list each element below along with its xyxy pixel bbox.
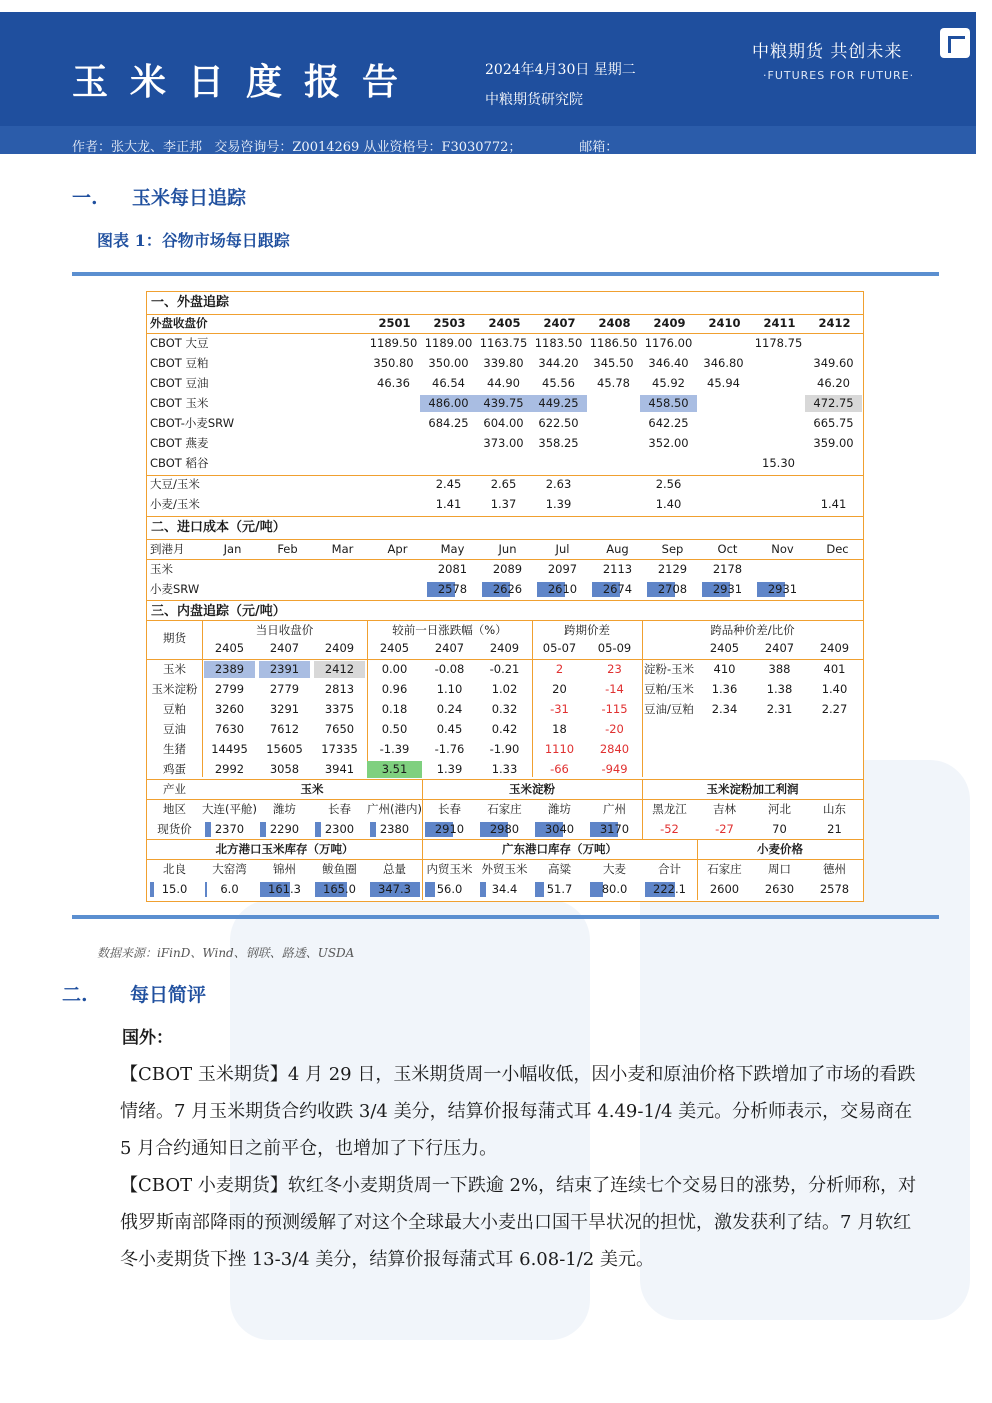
- table-cell: 0.96: [381, 682, 408, 696]
- row-label: CBOT 豆粕: [150, 356, 209, 370]
- table-cell: 345.50: [593, 356, 634, 370]
- table-cell: 1.37: [490, 497, 517, 511]
- table-cell: 410: [713, 662, 736, 676]
- institute-name: 中粮期货研究院: [485, 92, 583, 108]
- table-cell: 2.65: [490, 477, 517, 491]
- row-label: CBOT 稻谷: [150, 456, 209, 470]
- table-cell: 70: [772, 822, 787, 836]
- grid-line: [147, 779, 863, 780]
- table-cell: 1.41: [820, 497, 847, 511]
- column-header: 2410: [708, 316, 741, 330]
- grid-line: [422, 839, 423, 900]
- table-cell: 2.45: [435, 477, 462, 491]
- table-cell: 45.56: [542, 376, 575, 390]
- table-cell: -66: [550, 762, 569, 776]
- row-label: CBOT 大豆: [150, 336, 209, 350]
- column-header: 2501: [378, 316, 411, 330]
- column-group-header: 跨期价差: [564, 623, 610, 637]
- column-header: 石家庄: [487, 802, 522, 816]
- column-header: Jan: [223, 542, 242, 556]
- grid-line: [642, 620, 643, 777]
- table-cell: 0.42: [491, 722, 518, 736]
- table-cell: 2931: [767, 582, 798, 596]
- table-cell: -115: [601, 702, 628, 716]
- table-cell: 2412: [314, 661, 365, 678]
- table-cell: 2389: [204, 661, 255, 678]
- table-cell: 344.20: [538, 356, 579, 370]
- row-label: 现货价: [157, 822, 192, 836]
- table-cell: 2779: [269, 682, 300, 696]
- table-cell: 7650: [324, 722, 355, 736]
- column-header: 大窑湾: [212, 862, 247, 876]
- column-header: 2503: [433, 316, 466, 330]
- column-header: Apr: [387, 542, 408, 556]
- column-header: 长春: [328, 802, 351, 816]
- grid-line: [147, 859, 863, 860]
- table-cell: 46.54: [432, 376, 465, 390]
- table-cell: 2129: [657, 562, 688, 576]
- column-header: 05-09: [597, 641, 632, 655]
- column-header: Jun: [498, 542, 517, 556]
- grid-line: [147, 539, 863, 540]
- table-cell: 17335: [321, 742, 358, 756]
- table-cell: 3941: [324, 762, 355, 776]
- table-cell: 1.39: [436, 762, 463, 776]
- column-header: 2405: [488, 316, 521, 330]
- table-cell: 439.75: [475, 395, 532, 412]
- data-source: 数据来源：iFinD、Wind、钢联、路透、USDA: [97, 946, 355, 960]
- table-cell: 604.00: [483, 416, 524, 430]
- column-header: 黑龙江: [652, 802, 687, 816]
- table-cell: 20: [552, 682, 567, 696]
- column-header: 石家庄: [707, 862, 742, 876]
- column-header: 广州: [603, 802, 626, 816]
- table-cell: 373.00: [483, 436, 524, 450]
- author-line: 作者：张大龙、李正邦 交易咨询号：Z0014269 从业资格号：F3030772； 邮箱：: [72, 140, 619, 155]
- table-cell: 2610: [547, 582, 578, 596]
- column-header: Oct: [717, 542, 738, 556]
- report-title: 玉米日度报告: [72, 61, 421, 103]
- table-cell: 2910: [434, 822, 465, 836]
- column-header: Sep: [661, 542, 684, 556]
- table-cell: 2097: [547, 562, 578, 576]
- grid-line: [147, 620, 863, 621]
- table-cell: 347.3: [378, 882, 411, 896]
- table-cell: 2391: [259, 661, 310, 678]
- table-cell: 346.80: [703, 356, 744, 370]
- row-label: 小麦/玉米: [150, 497, 200, 511]
- grid-line: [147, 559, 863, 560]
- table-cell: 2: [555, 662, 564, 676]
- table-cell: 15.0: [161, 882, 188, 896]
- grain-market-table: [146, 291, 864, 902]
- column-header: 锦州: [273, 862, 296, 876]
- table-cell: 45.94: [707, 376, 740, 390]
- table-cell: 472.75: [805, 395, 862, 412]
- table-cell: 0.32: [491, 702, 518, 716]
- row-label: 大豆/玉米: [150, 477, 200, 491]
- table-cell: 2.27: [821, 702, 848, 716]
- table-cell: 1178.75: [754, 336, 803, 350]
- table-cell: 2.56: [655, 477, 682, 491]
- column-header: 内贸玉米: [426, 862, 473, 876]
- table-cell: 56.0: [436, 882, 463, 896]
- column-header: 2407: [434, 641, 465, 655]
- column-group-header: 小麦价格: [757, 842, 803, 856]
- row-label: 豆粕/玉米: [644, 682, 694, 696]
- table-cell: 1.38: [766, 682, 793, 696]
- table-cell: -27: [715, 822, 734, 836]
- table-cell: 2300: [324, 822, 355, 836]
- column-header: 期货: [163, 631, 186, 645]
- table-cell: 1183.50: [534, 336, 583, 350]
- table-cell: 2178: [712, 562, 743, 576]
- row-label: 生猪: [163, 742, 186, 756]
- grid-line: [202, 620, 203, 777]
- grid-line: [147, 516, 863, 517]
- table-cell: 2370: [214, 822, 245, 836]
- table-cell: 46.20: [817, 376, 850, 390]
- table-cell: 1186.50: [589, 336, 638, 350]
- table-cell: 486.00: [420, 395, 477, 412]
- column-header: 2408: [598, 316, 631, 330]
- table-cell: 2992: [214, 762, 245, 776]
- table-cell: 3.51: [367, 761, 422, 778]
- table-cell: 0.24: [436, 702, 463, 716]
- row-label: 玉米淀粉: [151, 682, 198, 696]
- table-cell: 2578: [819, 882, 850, 896]
- column-header: 2407: [764, 641, 795, 655]
- report-header: [0, 12, 976, 154]
- column-group-header: 跨品种价差/比价: [710, 623, 795, 637]
- table-cell: 684.25: [428, 416, 469, 430]
- table-cell: 15.30: [762, 456, 795, 470]
- figure-bottom-rule: [72, 915, 939, 919]
- table-cell: 1.02: [491, 682, 518, 696]
- row-label: CBOT-小麦SRW: [150, 416, 235, 430]
- column-group-header: 北方港口玉米库存（万吨）: [215, 842, 354, 856]
- table-cell: 3170: [599, 822, 630, 836]
- table-cell: 3260: [214, 702, 245, 716]
- table-cell: 2980: [489, 822, 520, 836]
- table-cell: 2931: [712, 582, 743, 596]
- figure-title: 图表 1：谷物市场每日跟踪: [97, 231, 290, 250]
- brand-logo-icon: [940, 28, 970, 58]
- column-header: 2405: [709, 641, 740, 655]
- table-cell: 15605: [266, 742, 303, 756]
- table-cell: 1176.00: [644, 336, 693, 350]
- column-header: 河北: [768, 802, 791, 816]
- column-group-header: 当日收盘价: [255, 623, 314, 637]
- column-header: 吉林: [713, 802, 736, 816]
- table-cell: 23: [607, 662, 622, 676]
- column-group-header: 较前一日涨跌幅（%）: [392, 623, 507, 637]
- section-1-title: 玉米每日追踪: [132, 187, 247, 209]
- table-cell: -1.39: [379, 742, 410, 756]
- column-header: 2409: [819, 641, 850, 655]
- table-cell: 45.92: [652, 376, 685, 390]
- column-group-header: 广东港口库存（万吨）: [502, 842, 617, 856]
- table-cell: 1.36: [711, 682, 738, 696]
- grid-line: [697, 839, 698, 900]
- table-cell: 2380: [379, 822, 410, 836]
- table-cell: 46.36: [377, 376, 410, 390]
- comment-paragraph: 【CBOT 玉米期货】4 月 29 日，玉米期货周一小幅收低，因小麦和原油价格下跌增加了市场的看跌情绪。7 月玉米期货合约收跌 3/4 美分，结算价报每蒲式耳 4.49-1/4 美元。分析师表示，交易商在 5 月合约通知日之前平仓，也增加了下行压力。: [120, 1064, 916, 1159]
- column-header: 德州: [823, 862, 846, 876]
- column-group-header: 玉米: [300, 782, 324, 796]
- table-cell: -1.76: [434, 742, 465, 756]
- table-cell: 350.00: [428, 356, 469, 370]
- report-date: 2024年4月30日 星期二: [485, 62, 636, 78]
- table-cell: 2089: [492, 562, 523, 576]
- column-header: 2407: [543, 316, 576, 330]
- table-cell: 1.40: [821, 682, 848, 696]
- table-cell: 2630: [764, 882, 795, 896]
- column-header: 广州(港内): [367, 802, 422, 816]
- table-cell: 1.10: [436, 682, 463, 696]
- section-1-number: 一.: [72, 187, 98, 209]
- row-label: 淀粉-玉米: [644, 662, 695, 676]
- table-cell: 7630: [214, 722, 245, 736]
- column-header: Dec: [826, 542, 849, 556]
- table-cell: 21: [827, 822, 842, 836]
- table-section-title: 三、内盘追踪（元/吨）: [151, 604, 286, 619]
- table-cell: 165.0: [323, 882, 356, 896]
- table-cell: -1.90: [489, 742, 520, 756]
- grid-line: [147, 839, 863, 840]
- figure-top-rule: [72, 272, 939, 276]
- table-cell: 346.40: [648, 356, 689, 370]
- table-cell: 7612: [269, 722, 300, 736]
- column-header: 山东: [823, 802, 846, 816]
- table-section-title: 一、外盘追踪: [151, 295, 230, 310]
- column-header: 到港月: [150, 542, 185, 556]
- column-header: Mar: [331, 542, 354, 556]
- column-header: 2412: [818, 316, 851, 330]
- table-cell: 458.50: [640, 395, 697, 412]
- table-cell: -14: [605, 682, 624, 696]
- row-label: 鸡蛋: [163, 762, 186, 776]
- column-header: 2409: [324, 641, 355, 655]
- table-cell: 2081: [437, 562, 468, 576]
- table-cell: 2.31: [766, 702, 793, 716]
- column-header: Aug: [606, 542, 629, 556]
- table-cell: 352.00: [648, 436, 689, 450]
- column-header: Jul: [555, 542, 570, 556]
- row-label: 豆粕: [163, 702, 186, 716]
- table-cell: 18: [552, 722, 567, 736]
- table-cell: 359.00: [813, 436, 854, 450]
- table-cell: 3375: [324, 702, 355, 716]
- table-cell: 339.80: [483, 356, 524, 370]
- table-cell: 2113: [602, 562, 633, 576]
- column-header: 潍坊: [548, 802, 571, 816]
- grid-line: [147, 799, 863, 800]
- table-cell: -0.21: [489, 662, 520, 676]
- table-cell: 358.25: [538, 436, 579, 450]
- table-cell: 2600: [709, 882, 740, 896]
- table-cell: 2813: [324, 682, 355, 696]
- table-cell: 401: [823, 662, 846, 676]
- table-cell: 2290: [269, 822, 300, 836]
- table-cell: 2840: [599, 742, 630, 756]
- column-header: 大麦: [603, 862, 626, 876]
- table-cell: 0.45: [436, 722, 463, 736]
- table-cell: 1189.00: [424, 336, 473, 350]
- table-cell: 14495: [211, 742, 248, 756]
- table-cell: 622.50: [538, 416, 579, 430]
- table-cell: 1.40: [655, 497, 682, 511]
- column-header: 潍坊: [273, 802, 296, 816]
- table-cell: 1.39: [545, 497, 572, 511]
- brand-slogan: ·FUTURES FOR FUTURE·: [763, 69, 915, 82]
- column-group-header: 玉米淀粉: [509, 782, 555, 796]
- table-cell: 1189.50: [369, 336, 418, 350]
- table-cell: 161.3: [268, 882, 301, 896]
- column-header: 2409: [653, 316, 686, 330]
- row-label: CBOT 豆油: [150, 376, 209, 390]
- table-cell: 1163.75: [479, 336, 528, 350]
- column-header: 北良: [163, 862, 186, 876]
- column-header: 2407: [269, 641, 300, 655]
- table-cell: 349.60: [813, 356, 854, 370]
- row-label: CBOT 燕麦: [150, 436, 209, 450]
- column-header: Feb: [277, 542, 298, 556]
- row-label: CBOT 玉米: [150, 396, 209, 410]
- column-header: 2409: [489, 641, 520, 655]
- column-header: 高粱: [548, 862, 571, 876]
- table-cell: -949: [601, 762, 628, 776]
- table-cell: 2799: [214, 682, 245, 696]
- column-header: 合计: [658, 862, 681, 876]
- row-label: 产业: [163, 782, 186, 796]
- comment-paragraph: 【CBOT 小麦期货】软红冬小麦期货周一下跌逾 2%，结束了连续七个交易日的涨势，分析师称，对俄罗斯南部降雨的预测缓解了对这个全球最大小麦出口国干旱状况的担忧，激发获利了结。7 月软红冬小麦期货下挫 13-3/4 美分，结算价报每蒲式耳 6.08-1/2 美元。: [120, 1175, 917, 1270]
- brand-name: 中粮期货 共创未来: [752, 42, 903, 62]
- table-cell: 2578: [437, 582, 468, 596]
- table-cell: 0.18: [381, 702, 408, 716]
- column-header: 外盘收盘价: [150, 316, 208, 330]
- column-header: 大连(平舱): [202, 802, 257, 816]
- table-cell: 1.33: [491, 762, 518, 776]
- table-cell: 665.75: [813, 416, 854, 430]
- table-cell: 6.0: [220, 882, 239, 896]
- column-header: 长春: [438, 802, 461, 816]
- column-group-header: 玉米淀粉加工利润: [706, 782, 799, 796]
- table-cell: 34.4: [491, 882, 518, 896]
- table-cell: 44.90: [487, 376, 520, 390]
- column-header: 鲅鱼圈: [322, 862, 357, 876]
- column-header: 2411: [763, 316, 796, 330]
- table-cell: 0.00: [381, 662, 408, 676]
- grid-line: [147, 600, 863, 601]
- row-label: 地区: [163, 802, 186, 816]
- table-cell: 45.78: [597, 376, 630, 390]
- table-cell: 2708: [657, 582, 688, 596]
- column-header: 2405: [379, 641, 410, 655]
- table-cell: 51.7: [546, 882, 573, 896]
- column-header: May: [440, 542, 465, 556]
- column-header: 外贸玉米: [481, 862, 528, 876]
- row-label: 小麦SRW: [150, 582, 200, 596]
- table-cell: 1110: [544, 742, 575, 756]
- section-2-title: 每日简评: [130, 984, 207, 1006]
- table-cell: 3058: [269, 762, 300, 776]
- row-label: 豆油: [163, 722, 186, 736]
- column-header: 2405: [214, 641, 245, 655]
- table-cell: 388: [768, 662, 791, 676]
- row-label: 玉米: [150, 562, 173, 576]
- table-cell: 80.0: [601, 882, 628, 896]
- table-cell: 2.63: [545, 477, 572, 491]
- grid-line: [642, 779, 643, 839]
- table-cell: 3291: [269, 702, 300, 716]
- column-header: 05-07: [542, 641, 577, 655]
- row-label: 玉米: [163, 662, 186, 676]
- column-header: 总量: [383, 862, 406, 876]
- column-header: 周口: [768, 862, 791, 876]
- section-2-number: 二.: [62, 984, 88, 1006]
- table-cell: -20: [605, 722, 624, 736]
- table-cell: 3040: [544, 822, 575, 836]
- column-header: Nov: [771, 542, 794, 556]
- table-cell: 642.25: [648, 416, 689, 430]
- table-cell: -52: [660, 822, 679, 836]
- grid-line: [147, 333, 863, 334]
- table-cell: 2626: [492, 582, 523, 596]
- grid-line: [147, 659, 863, 660]
- table-cell: -31: [550, 702, 569, 716]
- table-cell: 2.34: [711, 702, 738, 716]
- table-cell: 350.80: [373, 356, 414, 370]
- table-cell: 2674: [602, 582, 633, 596]
- table-cell: 449.25: [530, 395, 587, 412]
- table-section-title: 二、进口成本（元/吨）: [151, 520, 286, 535]
- comment-subtitle: 国外：: [122, 1028, 173, 1048]
- table-cell: 0.50: [381, 722, 408, 736]
- grid-line: [422, 779, 423, 839]
- table-cell: 222.1: [653, 882, 686, 896]
- table-cell: 1.41: [435, 497, 462, 511]
- row-label: 豆油/豆粕: [644, 702, 694, 716]
- table-cell: -0.08: [434, 662, 465, 676]
